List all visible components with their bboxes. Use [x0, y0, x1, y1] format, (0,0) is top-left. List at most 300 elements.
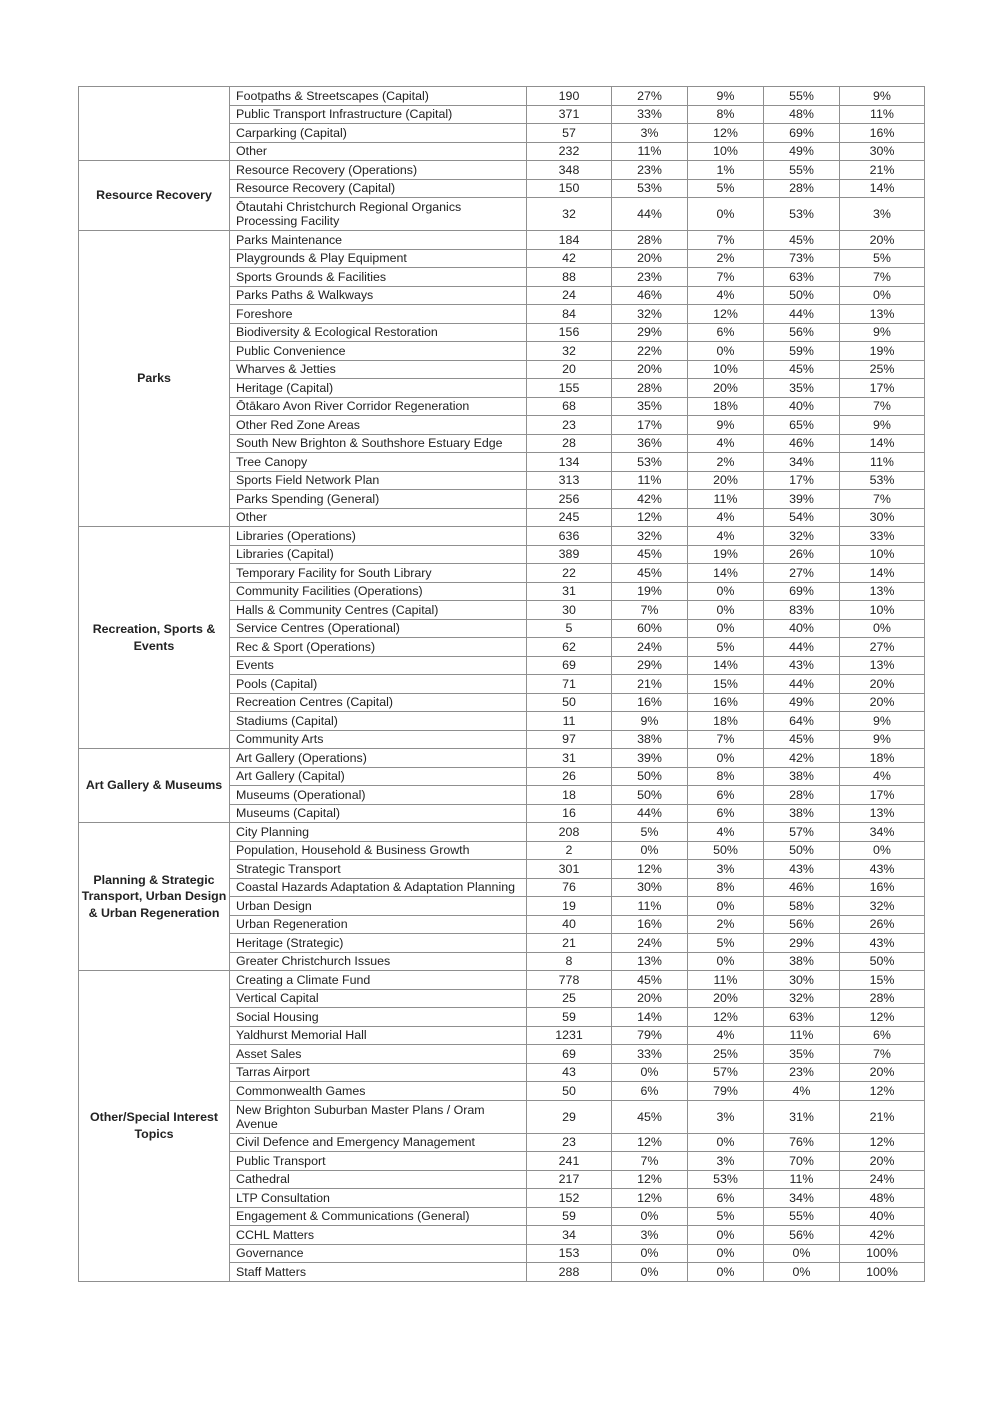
table-row	[79, 231, 925, 250]
pct-col4-cell: 5%	[840, 249, 925, 268]
topic-cell: Coastal Hazards Adaptation & Adaptation Planning	[230, 878, 527, 897]
pct-col3-cell: 28%	[764, 179, 840, 198]
pct-col3-cell: 57%	[764, 823, 840, 842]
topic-cell: Parks Paths & Walkways	[230, 286, 527, 305]
pct-col1-cell: 12%	[612, 1133, 688, 1152]
pct-col2-cell: 16%	[688, 693, 764, 712]
pct-col2-cell: 6%	[688, 1189, 764, 1208]
pct-col2-cell: 0%	[688, 952, 764, 971]
pct-col3-cell: 23%	[764, 1063, 840, 1082]
pct-col2-cell: 0%	[688, 342, 764, 361]
count-cell: 88	[527, 268, 612, 287]
count-cell: 371	[527, 105, 612, 124]
pct-col4-cell: 27%	[840, 638, 925, 657]
pct-col3-cell: 32%	[764, 527, 840, 546]
pct-col3-cell: 46%	[764, 878, 840, 897]
pct-col4-cell: 13%	[840, 804, 925, 823]
pct-col3-cell: 73%	[764, 249, 840, 268]
pct-col2-cell: 50%	[688, 841, 764, 860]
pct-col3-cell: 11%	[764, 1026, 840, 1045]
pct-col2-cell: 0%	[688, 601, 764, 620]
count-cell: 245	[527, 508, 612, 527]
pct-col3-cell: 53%	[764, 198, 840, 231]
pct-col4-cell: 20%	[840, 1152, 925, 1171]
table-row	[79, 823, 925, 842]
pct-col1-cell: 7%	[612, 601, 688, 620]
pct-col3-cell: 0%	[764, 1263, 840, 1282]
count-cell: 28	[527, 434, 612, 453]
pct-col4-cell: 11%	[840, 453, 925, 472]
pct-col3-cell: 83%	[764, 601, 840, 620]
pct-col3-cell: 28%	[764, 786, 840, 805]
count-cell: 152	[527, 1189, 612, 1208]
pct-col1-cell: 32%	[612, 305, 688, 324]
pct-col1-cell: 23%	[612, 268, 688, 287]
pct-col4-cell: 0%	[840, 286, 925, 305]
pct-col3-cell: 0%	[764, 1244, 840, 1263]
pct-col2-cell: 7%	[688, 730, 764, 749]
pct-col1-cell: 12%	[612, 508, 688, 527]
pct-col1-cell: 14%	[612, 1008, 688, 1027]
count-cell: 636	[527, 527, 612, 546]
pct-col2-cell: 2%	[688, 249, 764, 268]
pct-col2-cell: 53%	[688, 1170, 764, 1189]
count-cell: 69	[527, 1045, 612, 1064]
pct-col4-cell: 19%	[840, 342, 925, 361]
pct-col3-cell: 31%	[764, 1100, 840, 1133]
pct-col1-cell: 29%	[612, 323, 688, 342]
pct-col4-cell: 28%	[840, 989, 925, 1008]
count-cell: 50	[527, 1082, 612, 1101]
topic-cell: Social Housing	[230, 1008, 527, 1027]
topic-cell: Population, Household & Business Growth	[230, 841, 527, 860]
pct-col2-cell: 18%	[688, 712, 764, 731]
pct-col2-cell: 12%	[688, 305, 764, 324]
pct-col3-cell: 48%	[764, 105, 840, 124]
pct-col4-cell: 9%	[840, 323, 925, 342]
count-cell: 156	[527, 323, 612, 342]
topic-cell: Wharves & Jetties	[230, 360, 527, 379]
topic-cell: Museums (Capital)	[230, 804, 527, 823]
count-cell: 59	[527, 1008, 612, 1027]
pct-col3-cell: 50%	[764, 841, 840, 860]
pct-col1-cell: 79%	[612, 1026, 688, 1045]
topic-cell: CCHL Matters	[230, 1226, 527, 1245]
pct-col1-cell: 35%	[612, 397, 688, 416]
topic-cell: Art Gallery (Operations)	[230, 749, 527, 768]
count-cell: 84	[527, 305, 612, 324]
count-cell: 31	[527, 749, 612, 768]
pct-col4-cell: 15%	[840, 971, 925, 990]
pct-col4-cell: 17%	[840, 379, 925, 398]
pct-col1-cell: 53%	[612, 179, 688, 198]
pct-col4-cell: 9%	[840, 730, 925, 749]
topic-cell: Asset Sales	[230, 1045, 527, 1064]
pct-col3-cell: 64%	[764, 712, 840, 731]
pct-col3-cell: 49%	[764, 142, 840, 161]
pct-col1-cell: 24%	[612, 638, 688, 657]
topic-cell: Heritage (Capital)	[230, 379, 527, 398]
count-cell: 208	[527, 823, 612, 842]
count-cell: 5	[527, 619, 612, 638]
count-cell: 134	[527, 453, 612, 472]
pct-col3-cell: 4%	[764, 1082, 840, 1101]
pct-col3-cell: 40%	[764, 397, 840, 416]
pct-col1-cell: 50%	[612, 786, 688, 805]
pct-col3-cell: 56%	[764, 915, 840, 934]
count-cell: 34	[527, 1226, 612, 1245]
pct-col2-cell: 12%	[688, 1008, 764, 1027]
pct-col2-cell: 0%	[688, 897, 764, 916]
pct-col1-cell: 12%	[612, 1170, 688, 1189]
topic-cell: Pools (Capital)	[230, 675, 527, 694]
pct-col1-cell: 24%	[612, 934, 688, 953]
pct-col1-cell: 5%	[612, 823, 688, 842]
pct-col3-cell: 46%	[764, 434, 840, 453]
topic-cell: Yaldhurst Memorial Hall	[230, 1026, 527, 1045]
pct-col3-cell: 38%	[764, 767, 840, 786]
pct-col3-cell: 54%	[764, 508, 840, 527]
pct-col4-cell: 10%	[840, 601, 925, 620]
pct-col3-cell: 45%	[764, 730, 840, 749]
pct-col2-cell: 15%	[688, 675, 764, 694]
pct-col1-cell: 9%	[612, 712, 688, 731]
count-cell: 68	[527, 397, 612, 416]
pct-col2-cell: 0%	[688, 1263, 764, 1282]
pct-col2-cell: 1%	[688, 161, 764, 180]
pct-col4-cell: 43%	[840, 860, 925, 879]
pct-col1-cell: 0%	[612, 1263, 688, 1282]
pct-col1-cell: 45%	[612, 564, 688, 583]
table-row	[79, 971, 925, 990]
pct-col4-cell: 21%	[840, 161, 925, 180]
pct-col1-cell: 11%	[612, 471, 688, 490]
pct-col4-cell: 0%	[840, 841, 925, 860]
count-cell: 21	[527, 934, 612, 953]
pct-col3-cell: 63%	[764, 268, 840, 287]
pct-col4-cell: 20%	[840, 693, 925, 712]
pct-col4-cell: 12%	[840, 1133, 925, 1152]
count-cell: 76	[527, 878, 612, 897]
topic-cell: Halls & Community Centres (Capital)	[230, 601, 527, 620]
topic-cell: Governance	[230, 1244, 527, 1263]
pct-col4-cell: 13%	[840, 656, 925, 675]
pct-col4-cell: 13%	[840, 305, 925, 324]
pct-col3-cell: 44%	[764, 638, 840, 657]
count-cell: 22	[527, 564, 612, 583]
count-cell: 29	[527, 1100, 612, 1133]
count-cell: 389	[527, 545, 612, 564]
count-cell: 153	[527, 1244, 612, 1263]
pct-col2-cell: 10%	[688, 142, 764, 161]
topic-cell: Service Centres (Operational)	[230, 619, 527, 638]
topic-cell: Tree Canopy	[230, 453, 527, 472]
pct-col2-cell: 6%	[688, 786, 764, 805]
pct-col2-cell: 5%	[688, 1207, 764, 1226]
pct-col4-cell: 20%	[840, 1063, 925, 1082]
topic-cell: Public Convenience	[230, 342, 527, 361]
pct-col3-cell: 38%	[764, 952, 840, 971]
topic-cell: Commonwealth Games	[230, 1082, 527, 1101]
pct-col1-cell: 27%	[612, 87, 688, 106]
pct-col1-cell: 50%	[612, 767, 688, 786]
count-cell: 31	[527, 582, 612, 601]
pct-col3-cell: 27%	[764, 564, 840, 583]
count-cell: 20	[527, 360, 612, 379]
pct-col1-cell: 36%	[612, 434, 688, 453]
pct-col4-cell: 33%	[840, 527, 925, 546]
pct-col2-cell: 0%	[688, 619, 764, 638]
count-cell: 217	[527, 1170, 612, 1189]
count-cell: 256	[527, 490, 612, 509]
pct-col2-cell: 19%	[688, 545, 764, 564]
pct-col3-cell: 65%	[764, 416, 840, 435]
pct-col4-cell: 14%	[840, 564, 925, 583]
pct-col1-cell: 12%	[612, 860, 688, 879]
topic-cell: Other Red Zone Areas	[230, 416, 527, 435]
pct-col1-cell: 46%	[612, 286, 688, 305]
topic-cell: Playgrounds & Play Equipment	[230, 249, 527, 268]
table-row	[79, 749, 925, 768]
pct-col2-cell: 7%	[688, 268, 764, 287]
pct-col2-cell: 25%	[688, 1045, 764, 1064]
pct-col4-cell: 13%	[840, 582, 925, 601]
pct-col2-cell: 0%	[688, 1244, 764, 1263]
topic-cell: Public Transport	[230, 1152, 527, 1171]
pct-col2-cell: 4%	[688, 434, 764, 453]
pct-col4-cell: 14%	[840, 179, 925, 198]
pct-col1-cell: 16%	[612, 693, 688, 712]
topic-cell: Ōtākaro Avon River Corridor Regeneration	[230, 397, 527, 416]
pct-col3-cell: 29%	[764, 934, 840, 953]
count-cell: 26	[527, 767, 612, 786]
pct-col4-cell: 34%	[840, 823, 925, 842]
pct-col1-cell: 38%	[612, 730, 688, 749]
category-cell: Recreation, Sports & Events	[79, 527, 230, 749]
topic-cell: Staff Matters	[230, 1263, 527, 1282]
pct-col1-cell: 20%	[612, 989, 688, 1008]
pct-col3-cell: 49%	[764, 693, 840, 712]
pct-col2-cell: 4%	[688, 508, 764, 527]
pct-col2-cell: 3%	[688, 860, 764, 879]
pct-col2-cell: 6%	[688, 323, 764, 342]
pct-col2-cell: 18%	[688, 397, 764, 416]
pct-col3-cell: 38%	[764, 804, 840, 823]
pct-col2-cell: 4%	[688, 1026, 764, 1045]
pct-col2-cell: 14%	[688, 564, 764, 583]
count-cell: 32	[527, 198, 612, 231]
pct-col4-cell: 32%	[840, 897, 925, 916]
pct-col3-cell: 26%	[764, 545, 840, 564]
pct-col2-cell: 20%	[688, 471, 764, 490]
topic-cell: Recreation Centres (Capital)	[230, 693, 527, 712]
topic-cell: Foreshore	[230, 305, 527, 324]
pct-col3-cell: 58%	[764, 897, 840, 916]
pct-col2-cell: 5%	[688, 179, 764, 198]
category-cell: Planning & Strategic Transport, Urban Design & Urban Regeneration	[79, 823, 230, 971]
pct-col3-cell: 35%	[764, 379, 840, 398]
pct-col2-cell: 0%	[688, 1226, 764, 1245]
pct-col3-cell: 55%	[764, 87, 840, 106]
topic-cell: Sports Field Network Plan	[230, 471, 527, 490]
count-cell: 42	[527, 249, 612, 268]
count-cell: 184	[527, 231, 612, 250]
pct-col2-cell: 2%	[688, 453, 764, 472]
pct-col3-cell: 30%	[764, 971, 840, 990]
pct-col3-cell: 50%	[764, 286, 840, 305]
pct-col3-cell: 42%	[764, 749, 840, 768]
pct-col3-cell: 44%	[764, 305, 840, 324]
pct-col3-cell: 70%	[764, 1152, 840, 1171]
count-cell: 97	[527, 730, 612, 749]
pct-col1-cell: 30%	[612, 878, 688, 897]
table-row	[79, 161, 925, 180]
count-cell: 155	[527, 379, 612, 398]
pct-col1-cell: 16%	[612, 915, 688, 934]
pct-col1-cell: 22%	[612, 342, 688, 361]
pct-col1-cell: 21%	[612, 675, 688, 694]
pct-col3-cell: 35%	[764, 1045, 840, 1064]
pct-col3-cell: 32%	[764, 989, 840, 1008]
count-cell: 241	[527, 1152, 612, 1171]
pct-col4-cell: 7%	[840, 397, 925, 416]
pct-col4-cell: 100%	[840, 1263, 925, 1282]
pct-col1-cell: 20%	[612, 249, 688, 268]
pct-col4-cell: 25%	[840, 360, 925, 379]
pct-col2-cell: 57%	[688, 1063, 764, 1082]
topic-cell: Community Arts	[230, 730, 527, 749]
pct-col2-cell: 79%	[688, 1082, 764, 1101]
count-cell: 59	[527, 1207, 612, 1226]
pct-col1-cell: 3%	[612, 124, 688, 143]
pct-col4-cell: 16%	[840, 878, 925, 897]
category-cell	[79, 87, 230, 161]
pct-col4-cell: 12%	[840, 1008, 925, 1027]
count-cell: 43	[527, 1063, 612, 1082]
pct-col1-cell: 60%	[612, 619, 688, 638]
count-cell: 23	[527, 416, 612, 435]
count-cell: 2	[527, 841, 612, 860]
count-cell: 348	[527, 161, 612, 180]
topic-cell: Biodiversity & Ecological Restoration	[230, 323, 527, 342]
pct-col2-cell: 2%	[688, 915, 764, 934]
pct-col4-cell: 9%	[840, 712, 925, 731]
pct-col1-cell: 17%	[612, 416, 688, 435]
pct-col2-cell: 4%	[688, 527, 764, 546]
pct-col3-cell: 11%	[764, 1170, 840, 1189]
pct-col4-cell: 7%	[840, 268, 925, 287]
count-cell: 24	[527, 286, 612, 305]
topic-cell: Temporary Facility for South Library	[230, 564, 527, 583]
pct-col1-cell: 20%	[612, 360, 688, 379]
count-cell: 57	[527, 124, 612, 143]
pct-col3-cell: 63%	[764, 1008, 840, 1027]
pct-col2-cell: 10%	[688, 360, 764, 379]
pct-col2-cell: 8%	[688, 105, 764, 124]
category-cell: Other/Special Interest Topics	[79, 971, 230, 1282]
topic-cell: Engagement & Communications (General)	[230, 1207, 527, 1226]
pct-col2-cell: 5%	[688, 934, 764, 953]
pct-col1-cell: 13%	[612, 952, 688, 971]
pct-col3-cell: 45%	[764, 360, 840, 379]
topic-cell: Creating a Climate Fund	[230, 971, 527, 990]
pct-col4-cell: 43%	[840, 934, 925, 953]
topic-cell: City Planning	[230, 823, 527, 842]
pct-col2-cell: 14%	[688, 656, 764, 675]
pct-col1-cell: 11%	[612, 142, 688, 161]
pct-col1-cell: 0%	[612, 1063, 688, 1082]
pct-col3-cell: 40%	[764, 619, 840, 638]
topic-cell: Parks Spending (General)	[230, 490, 527, 509]
pct-col4-cell: 7%	[840, 490, 925, 509]
count-cell: 1231	[527, 1026, 612, 1045]
pct-col3-cell: 59%	[764, 342, 840, 361]
pct-col2-cell: 3%	[688, 1100, 764, 1133]
topic-cell: Heritage (Strategic)	[230, 934, 527, 953]
count-cell: 69	[527, 656, 612, 675]
pct-col3-cell: 17%	[764, 471, 840, 490]
pct-col2-cell: 8%	[688, 878, 764, 897]
topic-cell: Other	[230, 142, 527, 161]
pct-col1-cell: 19%	[612, 582, 688, 601]
count-cell: 32	[527, 342, 612, 361]
count-cell: 190	[527, 87, 612, 106]
count-cell: 232	[527, 142, 612, 161]
pct-col3-cell: 43%	[764, 860, 840, 879]
topic-cell: Other	[230, 508, 527, 527]
topic-cell: Urban Regeneration	[230, 915, 527, 934]
topic-cell: South New Brighton & Southshore Estuary Edge	[230, 434, 527, 453]
pct-col4-cell: 14%	[840, 434, 925, 453]
count-cell: 18	[527, 786, 612, 805]
count-cell: 30	[527, 601, 612, 620]
pct-col4-cell: 4%	[840, 767, 925, 786]
pct-col1-cell: 45%	[612, 971, 688, 990]
pct-col1-cell: 28%	[612, 231, 688, 250]
count-cell: 16	[527, 804, 612, 823]
pct-col4-cell: 11%	[840, 105, 925, 124]
count-cell: 23	[527, 1133, 612, 1152]
pct-col1-cell: 53%	[612, 453, 688, 472]
topic-cell: LTP Consultation	[230, 1189, 527, 1208]
pct-col4-cell: 20%	[840, 231, 925, 250]
pct-col3-cell: 39%	[764, 490, 840, 509]
pct-col2-cell: 5%	[688, 638, 764, 657]
pct-col4-cell: 30%	[840, 508, 925, 527]
pct-col3-cell: 69%	[764, 582, 840, 601]
pct-col4-cell: 10%	[840, 545, 925, 564]
pct-col3-cell: 44%	[764, 675, 840, 694]
pct-col3-cell: 55%	[764, 161, 840, 180]
topic-cell: Greater Christchurch Issues	[230, 952, 527, 971]
pct-col4-cell: 17%	[840, 786, 925, 805]
pct-col3-cell: 45%	[764, 231, 840, 250]
pct-col1-cell: 28%	[612, 379, 688, 398]
topic-cell: Museums (Operational)	[230, 786, 527, 805]
pct-col4-cell: 7%	[840, 1045, 925, 1064]
pct-col4-cell: 24%	[840, 1170, 925, 1189]
pct-col1-cell: 11%	[612, 897, 688, 916]
count-cell: 25	[527, 989, 612, 1008]
pct-col1-cell: 39%	[612, 749, 688, 768]
count-cell: 11	[527, 712, 612, 731]
pct-col1-cell: 44%	[612, 198, 688, 231]
pct-col4-cell: 9%	[840, 416, 925, 435]
count-cell: 50	[527, 693, 612, 712]
pct-col3-cell: 55%	[764, 1207, 840, 1226]
pct-col1-cell: 23%	[612, 161, 688, 180]
pct-col4-cell: 3%	[840, 198, 925, 231]
